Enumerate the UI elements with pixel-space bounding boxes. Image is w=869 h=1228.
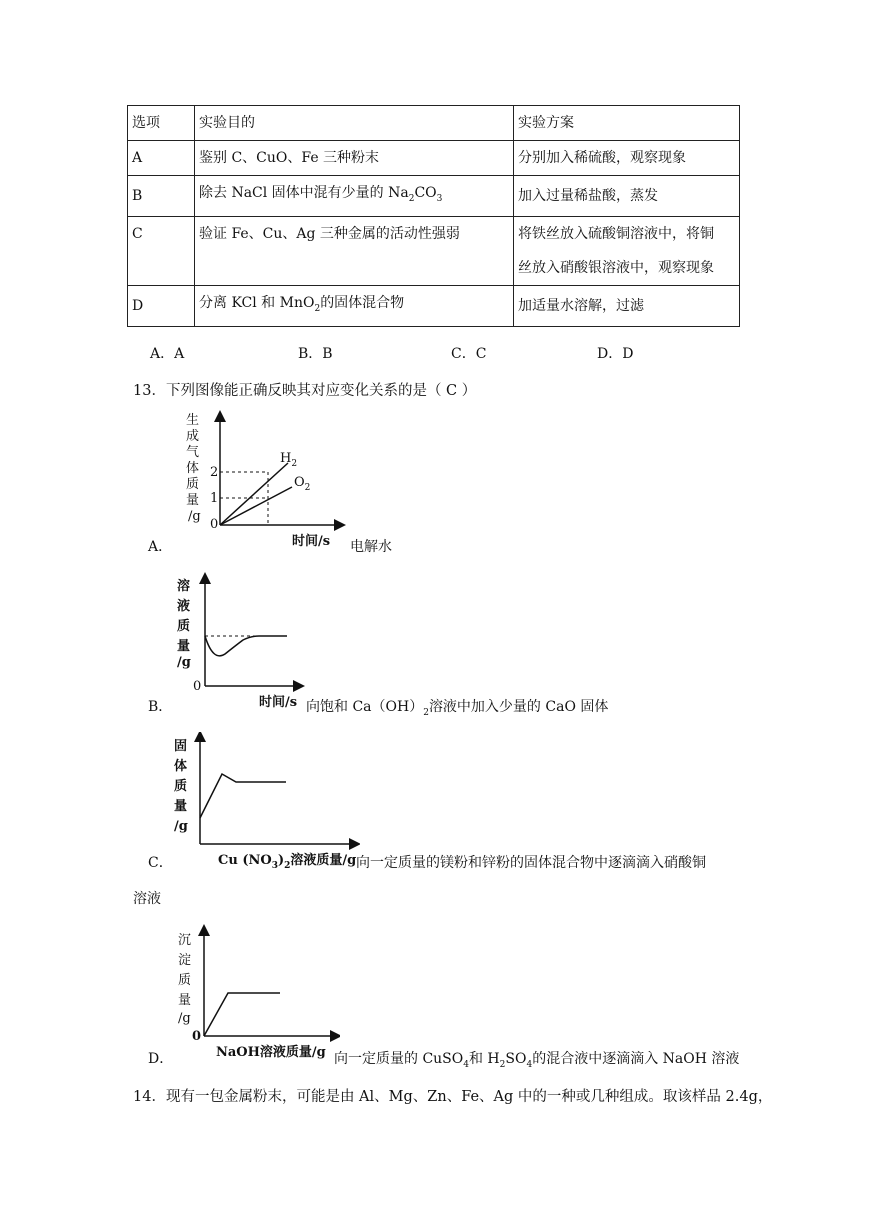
- subscript: 3: [436, 193, 443, 204]
- graph-b-desc: 向饱和 $Ca(OH)_2$溶液中加入少量的 CaO 固体: [306, 699, 609, 718]
- row-option: D: [128, 285, 195, 326]
- svg-text:液: 液: [177, 599, 191, 614]
- svg-text:体: 体: [174, 759, 188, 774]
- curve: [204, 993, 280, 1036]
- table-header-row: [128, 106, 740, 141]
- x-label: NaOH溶液质量/g: [216, 1045, 326, 1060]
- graph-d-naoh: [170, 924, 340, 1064]
- header-plan: 实验方案: [514, 106, 740, 141]
- curve: [205, 636, 287, 656]
- graph-c-letter: C．: [148, 855, 173, 871]
- svg-text:/g: /g: [174, 819, 188, 834]
- q13-stem: 13．下列图像能正确反映其对应变化关系的是（ C ）: [133, 383, 477, 399]
- y-label: [177, 578, 191, 670]
- svg-text:量: 量: [178, 993, 192, 1008]
- tick-2: 2: [210, 465, 219, 480]
- table-row: [128, 176, 740, 217]
- table-row: [128, 285, 740, 326]
- curve: [200, 774, 286, 818]
- q12-option-c: C．C: [451, 346, 487, 362]
- y-label: [178, 933, 191, 1026]
- q14-stem: 14．现有一包金属粉末，可能是由 Al、Mg、Zn、Fe、Ag 中的一种或几种组成。取该样品 2.4g，: [133, 1089, 773, 1105]
- svg-text:质: 质: [186, 477, 200, 492]
- q12-option-b: B．B: [298, 346, 333, 362]
- x-label: 时间/s: [292, 534, 331, 549]
- o2-label: $O_2$: [294, 475, 311, 493]
- tick-0: 0: [210, 517, 219, 532]
- graph-b-letter: B．: [148, 699, 173, 715]
- graph-d-letter: D．: [148, 1051, 174, 1067]
- y-label: [174, 739, 188, 834]
- svg-text:量: 量: [177, 639, 191, 654]
- row-plan: 加适量水溶解，过滤: [514, 285, 740, 326]
- svg-text:溶: 溶: [177, 579, 191, 594]
- svg-text:体: 体: [186, 461, 200, 476]
- row-option: A: [128, 141, 195, 176]
- x-label: Cu $(NO_3)_2$溶液质量/g: [218, 853, 357, 870]
- tick-1: 1: [210, 491, 219, 506]
- svg-text:/g: /g: [188, 509, 201, 524]
- plan-line: 丝放入硝酸银溶液中，观察现象: [518, 259, 714, 276]
- purpose-text: CO: [414, 185, 437, 201]
- q12-option-a: A．A: [150, 346, 185, 362]
- purpose-text: 的固体混合物: [320, 294, 405, 311]
- graph-d-desc: 向一定质量的 CuSO$_4$和 $H_2SO_4$的混合液中逐滴滴入 NaOH 溶液: [334, 1051, 740, 1070]
- svg-text:质: 质: [174, 779, 188, 794]
- header-option: 选项: [128, 106, 195, 141]
- subscript: 2: [314, 303, 321, 314]
- svg-text:质: 质: [178, 973, 192, 988]
- row-purpose: [195, 176, 514, 217]
- experiment-table: [127, 105, 740, 327]
- row-purpose: [195, 285, 514, 326]
- svg-text:/g: /g: [178, 1011, 191, 1026]
- purpose-text: 分离 KCl 和 MnO: [199, 294, 315, 311]
- origin: 0: [192, 1029, 202, 1044]
- origin: 0: [193, 679, 202, 694]
- table-row: [128, 216, 740, 285]
- graph-a-desc: 电解水: [350, 539, 392, 555]
- y-label: [186, 412, 201, 524]
- header-purpose: 实验目的: [195, 106, 514, 141]
- x-label: 时间/s: [259, 695, 298, 710]
- svg-text:/g: /g: [177, 655, 191, 670]
- svg-text:沉: 沉: [178, 933, 192, 948]
- table-row: [128, 141, 740, 176]
- subscript: 2: [408, 193, 415, 204]
- svg-text:气: 气: [186, 445, 200, 460]
- row-option: B: [128, 176, 195, 217]
- row-purpose: 鉴别 C、CuO、Fe 三种粉末: [195, 141, 514, 176]
- row-plan: [514, 216, 740, 285]
- h2-label: $H_2$: [280, 451, 298, 469]
- svg-text:量: 量: [186, 493, 200, 508]
- svg-text:固: 固: [174, 739, 188, 754]
- graph-c-cuno3: [170, 732, 360, 870]
- plan-line: 将铁丝放入硫酸铜溶液中，将铜: [518, 225, 714, 242]
- graph-c-desc-cont: 溶液: [133, 891, 161, 907]
- graph-b-caoh2: [175, 572, 305, 712]
- row-purpose: 验证 Fe、Cu、Ag 三种金属的活动性强弱: [195, 216, 514, 285]
- svg-text:生: 生: [186, 413, 200, 428]
- row-plan: 分别加入稀硫酸，观察现象: [514, 141, 740, 176]
- purpose-text: 除去 NaCl 固体中混有少量的 Na: [199, 185, 409, 201]
- row-plan: 加入过量稀盐酸，蒸发: [514, 176, 740, 217]
- svg-text:成: 成: [186, 429, 200, 444]
- graph-a-electrolysis: [180, 408, 350, 550]
- svg-text:质: 质: [177, 619, 191, 634]
- svg-text:淀: 淀: [178, 953, 192, 968]
- graph-a-letter: A．: [148, 539, 173, 555]
- svg-text:量: 量: [174, 799, 188, 814]
- q12-option-d: D．D: [597, 346, 634, 362]
- row-option: C: [128, 216, 195, 285]
- graph-c-desc: 向一定质量的镁粉和锌粉的固体混合物中逐滴滴入硝酸铜: [356, 855, 706, 871]
